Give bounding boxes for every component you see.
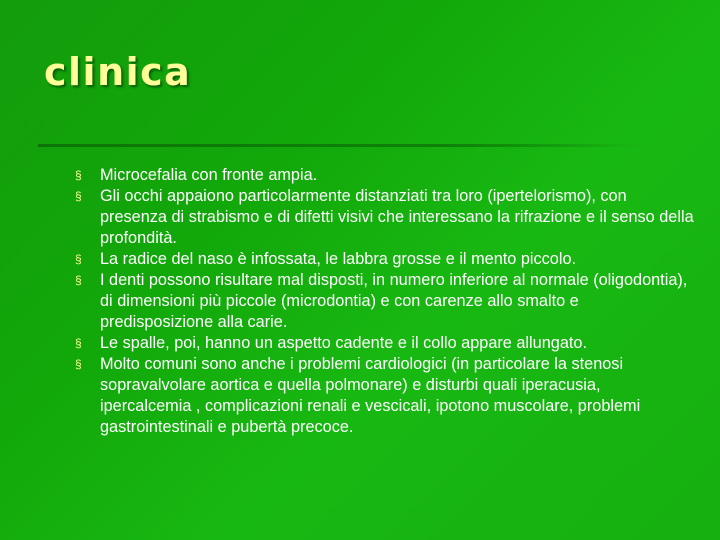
slide-title: clinica xyxy=(44,50,192,94)
bullet-text: I denti possono risultare mal disposti, in numero inferiore al normale (oligodontia), di dimensioni più piccole (microdontia) e con carenze allo smalto e predisposizione alla carie. xyxy=(100,271,688,331)
bullet-list xyxy=(75,165,695,438)
bullet-text: Microcefalia con fronte ampia. xyxy=(100,166,318,184)
bullet-text: Molto comuni sono anche i problemi cardiologici (in particolare la stenosi sopravalvolare aortica e quella polmonare) e disturbi quali iperacusia, ipercalcemia , complicazioni renali e vescicali, ipotono muscolare, problemi gastrointestinali e pubertà precoce. xyxy=(100,355,641,436)
section-sign-bullet-icon: § xyxy=(75,189,82,203)
section-sign-bullet-icon: § xyxy=(75,168,82,182)
bullet-text: La radice del naso è infossata, le labbra grosse e il mento piccolo. xyxy=(100,250,577,268)
bullet-item xyxy=(75,333,695,354)
section-sign-bullet-icon: § xyxy=(75,357,82,371)
bullet-item xyxy=(75,270,695,333)
bullet-text: Le spalle, poi, hanno un aspetto cadente e il collo appare allungato. xyxy=(100,334,587,352)
title-divider xyxy=(38,144,642,147)
bullet-text: Gli occhi appaiono particolarmente distanziati tra loro (ipertelorismo), con presenza di strabismo e di difetti visivi che interessano la rifrazione e il senso della profondità. xyxy=(100,187,694,247)
bullet-item xyxy=(75,186,695,249)
bullet-item xyxy=(75,354,695,438)
section-sign-bullet-icon: § xyxy=(75,252,82,266)
section-sign-bullet-icon: § xyxy=(75,273,82,287)
section-sign-bullet-icon: § xyxy=(75,336,82,350)
bullet-item xyxy=(75,249,695,270)
bullet-item xyxy=(75,165,695,186)
